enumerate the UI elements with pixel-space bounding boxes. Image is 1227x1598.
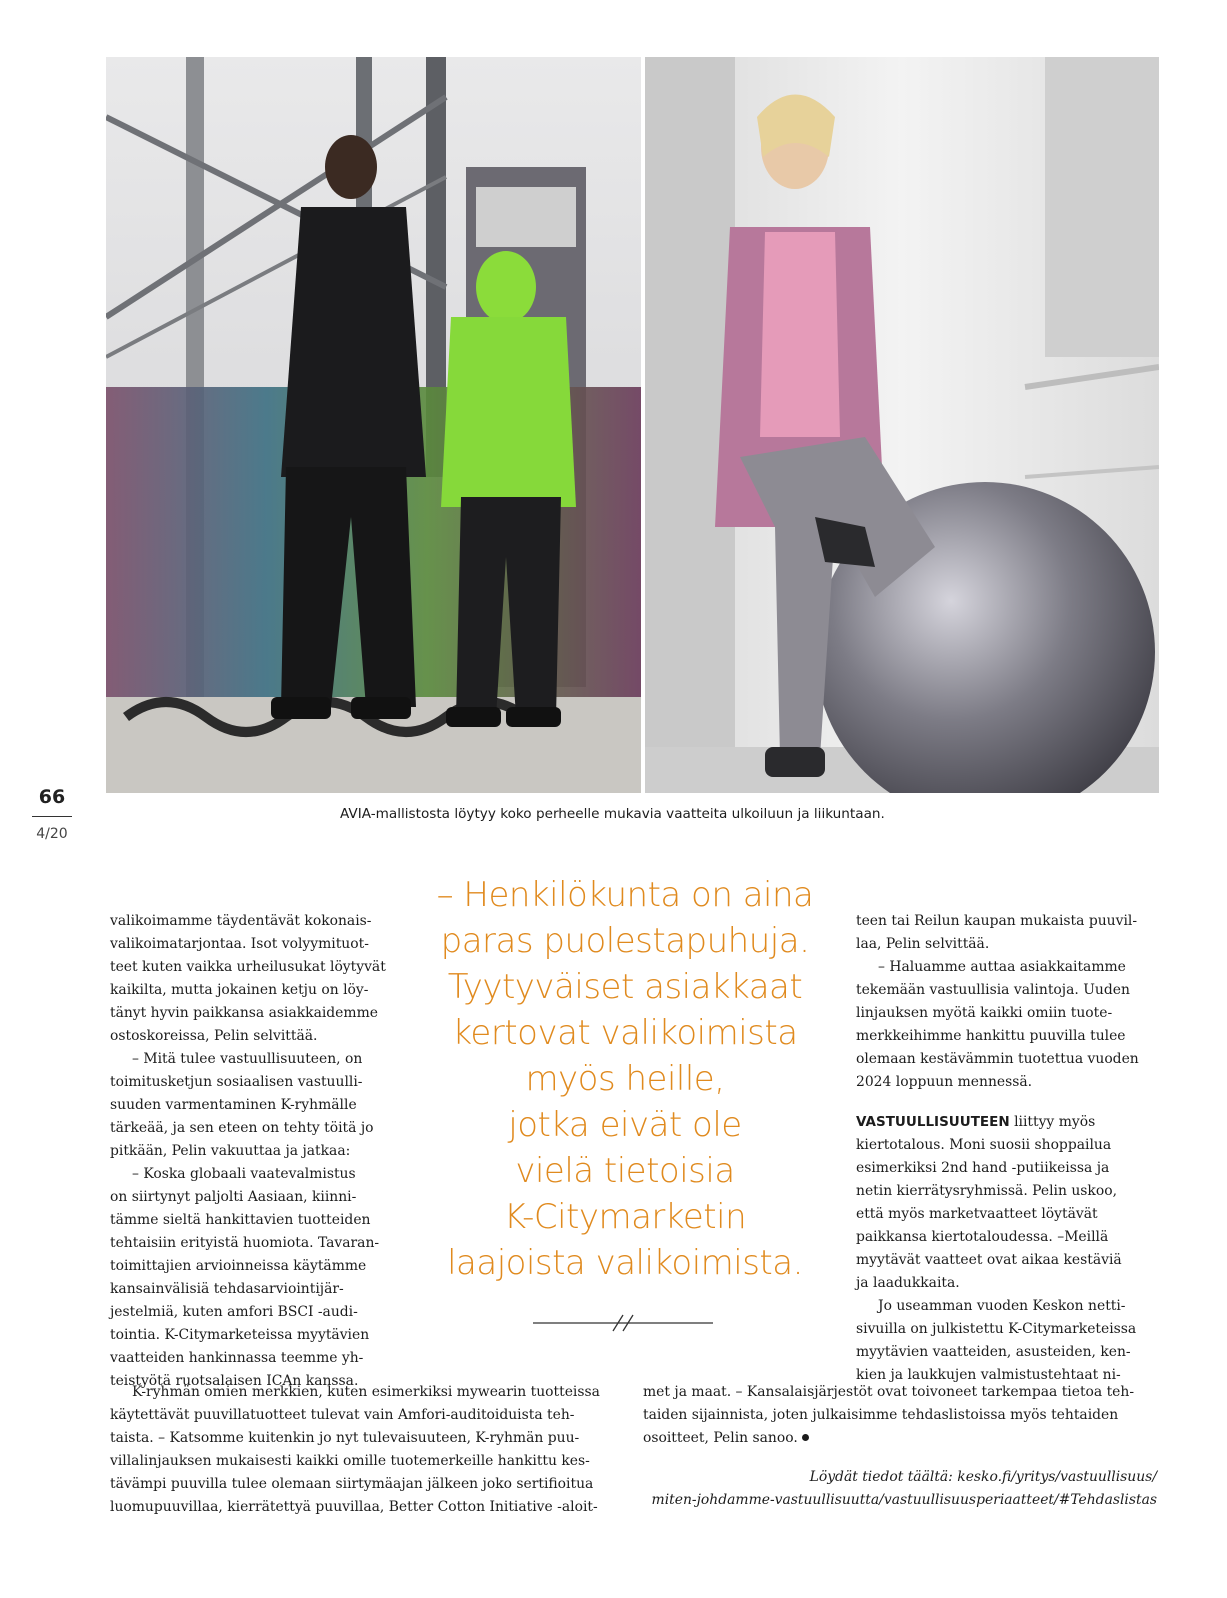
body-line: teistyötä ruotsalaisen ICAn kanssa.	[110, 1373, 359, 1389]
body-line: vaatteiden hankinnassa teemme yh-	[110, 1350, 364, 1366]
body-line: taiden sijainnista, joten julkaisimme tehdaslistoissa myös tehtaiden	[643, 1407, 1119, 1423]
pull-quote-line: paras puolestapuhuja.	[440, 921, 810, 961]
page-number: 66	[38, 786, 66, 808]
end-mark-icon	[802, 1434, 809, 1441]
body-line: tärkeää, ja sen eteen on tehty töitä jo	[110, 1120, 374, 1136]
body-line: että myös marketvaatteet löytävät	[856, 1206, 1098, 1222]
body-line: ja laadukkaita.	[856, 1275, 960, 1291]
section-divider-icon	[533, 1312, 713, 1332]
body-line: kaikilta, mutta jokainen ketju on löy-	[110, 982, 369, 998]
body-line: toimittajien arvioinneissa käytämme	[110, 1258, 367, 1274]
body-line: sivuilla on julkistettu K-Citymarketeissa	[856, 1321, 1137, 1337]
body-line	[643, 1427, 1158, 1450]
body-column-bottom-mid	[643, 1381, 1158, 1450]
body-line: Jo useamman vuoden Keskon netti-	[878, 1298, 1126, 1314]
body-line: valikoimatarjontaa. Isot volyymituot-	[110, 936, 369, 952]
paragraph-gap	[856, 1094, 1156, 1111]
issue-number: 4/20	[36, 826, 68, 842]
body-line: merkkeihimme hankittu puuvilla tulee	[856, 1028, 1126, 1044]
body-line: valikoimamme täydentävät kokonais-	[110, 913, 372, 929]
folio	[32, 786, 72, 842]
photo-right	[645, 57, 1159, 793]
body-line: K-ryhmän omien merkkien, kuten esimerkiksi mywearin tuotteissa	[132, 1384, 600, 1400]
body-line	[856, 1111, 1156, 1134]
source-link[interactable]	[652, 1466, 1157, 1512]
body-line: linjauksen myötä kaikki omiin tuote-	[856, 1005, 1113, 1021]
body-line: esimerkiksi 2nd hand -putiikeissa ja	[856, 1160, 1110, 1176]
body-line: toimitusketjun sosiaalisen vastuulli-	[110, 1074, 363, 1090]
pull-quote-line: jotka eivät ole	[508, 1105, 742, 1145]
body-line: – Haluamme auttaa asiakkaitamme	[878, 959, 1126, 975]
body-line: olemaan kestävämmin tuotettua vuoden	[856, 1051, 1139, 1067]
body-line: kansainvälisiä tehdasarviointijär-	[110, 1281, 344, 1297]
photo-woman-exercise-ball-icon	[645, 57, 1159, 793]
body-line: ostoskoreissa, Pelin selvittää.	[110, 1028, 318, 1044]
folio-divider	[32, 816, 72, 817]
body-line: luomupuuvillaa, kierrätettyä puuvillaa, Better Cotton Initiative -aloit-	[110, 1499, 598, 1515]
body-line: villalinjauksen mukaisesti kaikki omille tuotemerkeille hankittu kes-	[110, 1453, 590, 1469]
pull-quote	[405, 872, 845, 1286]
photo-left	[106, 57, 641, 793]
section-lead-word: VASTUULLISUUTEEN	[856, 1114, 1010, 1130]
body-column-left	[110, 910, 400, 1393]
source-link-line[interactable]: miten-johdamme-vastuullisuutta/vastuullisuusperiaatteet/#Tehdaslistas	[651, 1492, 1157, 1508]
body-line: teet kuten vaikka urheilusukat löytyvät	[110, 959, 386, 975]
body-column-right	[856, 910, 1156, 1387]
source-link-line[interactable]: Löydät tiedot täältä: kesko.fi/yritys/vastuullisuus/	[809, 1469, 1157, 1485]
photo-models-graffiti-icon	[106, 57, 641, 793]
body-column-bottom-left	[110, 1381, 625, 1519]
pull-quote-line: – Henkilökunta on aina	[436, 875, 814, 915]
body-line: – Koska globaali vaatevalmistus	[132, 1166, 356, 1182]
body-line: tehtaisiin erityistä huomiota. Tavaran-	[110, 1235, 380, 1251]
pull-quote-line: vielä tietoisia	[515, 1151, 735, 1191]
body-line: suuden varmentaminen K-ryhmälle	[110, 1097, 357, 1113]
body-line: met ja maat. – Kansalaisjärjestöt ovat toivoneet tarkempaa tietoa teh-	[643, 1384, 1135, 1400]
body-line: tekemään vastuullisia valintoja. Uuden	[856, 982, 1130, 998]
pull-quote-line: myös heille,	[525, 1059, 725, 1099]
body-line: 2024 loppuun mennessä.	[856, 1074, 1033, 1090]
body-line: myytävien vaatteiden, asusteiden, ken-	[856, 1344, 1131, 1360]
body-line-text: osoitteet, Pelin sanoo.	[643, 1430, 798, 1446]
body-line: käytettävät puuvillatuotteet tulevat vain Amfori-auditoiduista teh-	[110, 1407, 575, 1423]
body-line: – Mitä tulee vastuullisuuteen, on	[132, 1051, 363, 1067]
body-line: myytävät vaatteet ovat aikaa kestäviä	[856, 1252, 1122, 1268]
pull-quote-line: kertovat valikoimista	[452, 1013, 798, 1053]
body-line: teen tai Reilun kaupan mukaista puuvil-	[856, 913, 1138, 929]
body-line: netin kierrätysryhmissä. Pelin uskoo,	[856, 1183, 1117, 1199]
photo-caption: AVIA-mallistosta löytyy koko perheelle mukavia vaatteita ulkoiluun ja liikuntaan.	[340, 806, 885, 822]
body-line: pitkään, Pelin vakuuttaa ja jatkaa:	[110, 1143, 351, 1159]
body-line: kien ja laukkujen valmistustehtaat ni-	[856, 1367, 1121, 1383]
body-line: on siirtynyt paljolti Aasiaan, kiinni-	[110, 1189, 357, 1205]
body-line: tänyt hyvin paikkansa asiakkaidemme	[110, 1005, 378, 1021]
body-line: tointia. K-Citymarketeissa myytävien	[110, 1327, 370, 1343]
body-line: jestelmiä, kuten amfori BSCI -audi-	[110, 1304, 358, 1320]
body-line: kiertotalous. Moni suosii shoppailua	[856, 1137, 1112, 1153]
body-line: taista. – Katsomme kuitenkin jo nyt tulevaisuuteen, K-ryhmän puu-	[110, 1430, 580, 1446]
body-line: tämme sieltä hankittavien tuotteiden	[110, 1212, 371, 1228]
body-line: laa, Pelin selvittää.	[856, 936, 990, 952]
pull-quote-line: laajoista valikoimista.	[447, 1243, 803, 1283]
pull-quote-line: K-Citymarketin	[503, 1197, 747, 1237]
section-lead-rest: liittyy myös	[1009, 1114, 1096, 1130]
body-line: tävämpi puuvilla tulee olemaan siirtymäajan jälkeen joko sertifioitua	[110, 1476, 594, 1492]
pull-quote-line: Tyytyväiset asiakkaat	[447, 967, 803, 1007]
body-line: paikkansa kiertotaloudessa. –Meillä	[856, 1229, 1109, 1245]
